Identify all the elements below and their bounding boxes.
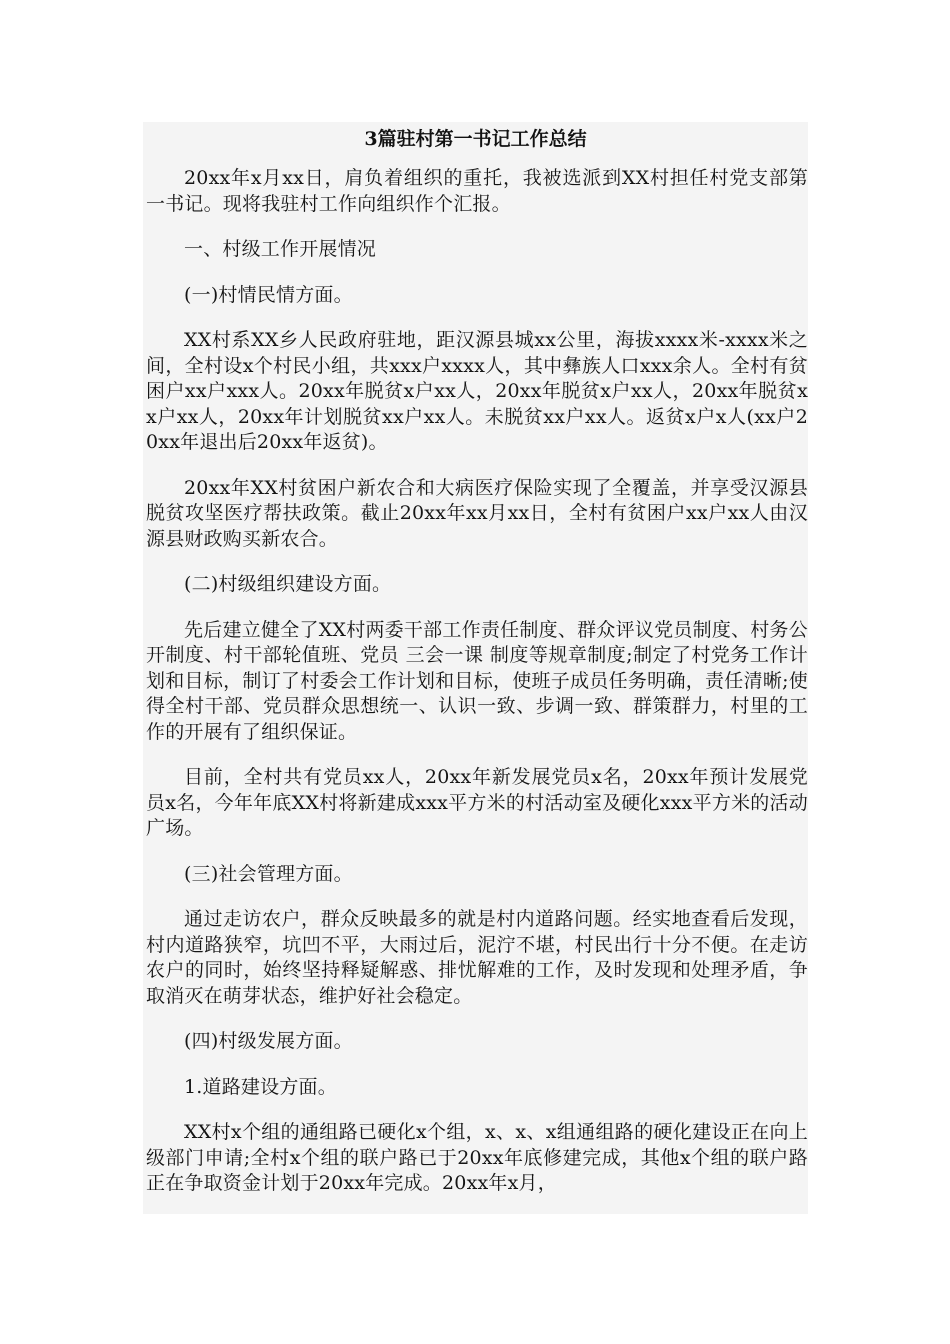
paragraph-road-construction: XX村x个组的通组路已硬化x个组，x、x、x组通组路的硬化建设正在向上级部门申请;全村x个组的联户路已于20xx年底修建完成，其他x个组的联户路正在争取资金计划于20xx年完成。20xx年x月， xyxy=(146,1121,808,1194)
paragraph-medical-insurance: 20xx年XX村贫困户新农合和大病医疗保险实现了全覆盖，并享受汉源县脱贫攻坚医疗帮扶政策。截止20xx年xx月xx日，全村有贫困户xx户xx人由汉源县财政购买新农合。 xyxy=(146,476,808,550)
section-heading-1: 一、村级工作开展情况 xyxy=(184,238,377,260)
document-title: 3篇驻村第一书记工作总结 xyxy=(364,128,587,150)
subsection-heading-social-management: (三)社会管理方面。 xyxy=(184,862,353,885)
paragraph-party-members: 目前，全村共有党员xx人，20xx年新发展党员x名，20xx年预计发展党员x名，今年年底XX村将新建成xxx平方米的村活动室及硬化xxx平方米的活动广场。 xyxy=(146,766,808,839)
item-heading-road-construction: 1.道路建设方面。 xyxy=(184,1075,337,1098)
subsection-heading-development: (四)村级发展方面。 xyxy=(184,1030,353,1052)
document-page xyxy=(143,122,808,1214)
paragraph-social-management: 通过走访农户，群众反映最多的就是村内道路问题。经实地查看后发现，村内道路狭窄，坑凹不平，大雨过后，泥泞不堪，村民出行十分不便。在走访农户的同时，始终坚持释疑解惑、排忧解难的工作，及时发现和处理矛盾，争取消灭在萌芽状态，维护好社会稳定。 xyxy=(146,908,808,1007)
subsection-heading-organization: (二)村级组织建设方面。 xyxy=(184,573,392,595)
subsection-heading-village-situation: (一)村情民情方面。 xyxy=(184,283,353,306)
paragraph-intro: 20xx年x月xx日，肩负着组织的重托，我被选派到XX村担任村党支部第一书记。现将我驻村工作向组织作个汇报。 xyxy=(146,167,808,215)
paragraph-organization-rules: 先后建立健全了XX村两委干部工作责任制度、群众评议党员制度、村务公开制度、村干部轮值班、党员 三会一课 制度等规章制度;制定了村党务工作计划和目标，制订了村委会工作计划和目标，使班子成员任务明确，责任清晰;使得全村干部、党员群众思想统一、认识一致、步调一致、群策群力，村里的工作的开展有了组织保证。 xyxy=(146,618,808,743)
paragraph-village-profile: XX村系XX乡人民政府驻地，距汉源县城xx公里，海拔xxxx米-xxxx米之间，全村设x个村民小组，共xxx户xxxx人，其中彝族人口xxx余人。全村有贫困户xx户xxx人。20xx年脱贫x户xx人，20xx年脱贫x户xx人，20xx年脱贫xx户xx人，20xx年计划脱贫xx户xx人。未脱贫xx户xx人。返贫x户x人(xx户20xx年退出后20xx年返贫)。 xyxy=(146,329,808,453)
